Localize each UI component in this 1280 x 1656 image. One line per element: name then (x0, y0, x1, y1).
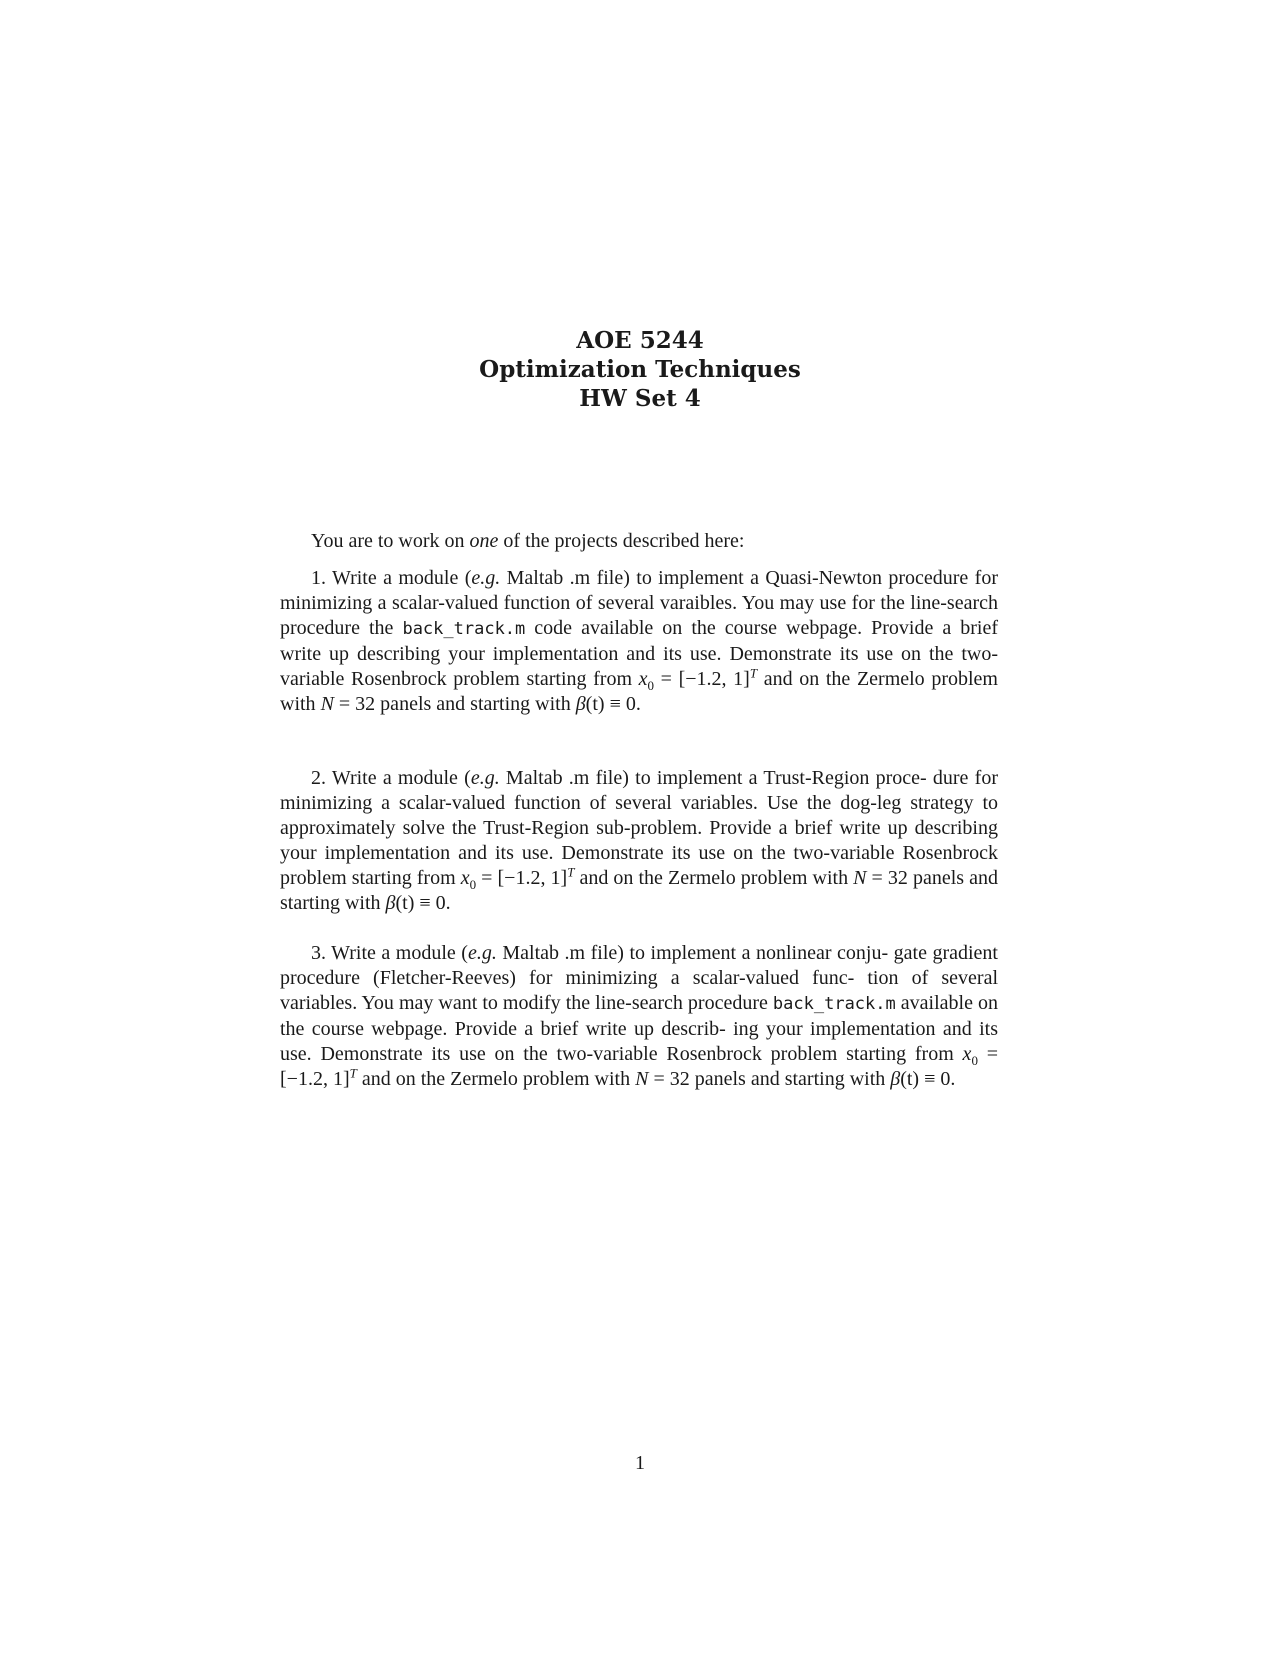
page-number: 1 (635, 1452, 645, 1474)
code-filename: back_track.m (402, 619, 526, 639)
project-number: 1. (311, 567, 326, 589)
course-title: Optimization Techniques (479, 356, 801, 383)
project-3: 3. Write a module (e.g. Maltab .m file) to implement a nonlinear conju- gate gradient procedure (Fletcher-Reeves) for minimizing a scalar-valued func- tion of several variables. You may want to modify the line-search procedure back_track.m available on the course webpage. Provide a brief write up describ- ing your implementation and its use. Demonstrate its use on the two-variable Rosenbrock problem starting from $x_0 = [-1.2$, 1]$^T$ and on the Zermelo problem with N = 32 panels and starting with β(t) ≡ 0. (280, 942, 998, 1090)
document-title (0, 326, 1280, 413)
assignment-title: HW Set 4 (579, 385, 701, 412)
code-filename: back_track.m (772, 994, 896, 1014)
project-number: 2. (311, 767, 326, 789)
course-code: AOE 5244 (576, 327, 704, 354)
project-1: 1. Write a module (e.g. Maltab .m file) to implement a Quasi-Newton procedure for minimizing a scalar-valued function of several varaibles. You may use for the line-search procedure the back_track.m code available on the course webpage. Provide a brief write up describing your implementation and its use. Demonstrate its use on the two-variable Rosenbrock problem starting from $x_0 = [-1.2$, 1]$^T$ and on the Zermelo problem with N = 32 panels and starting with β(t) ≡ 0. (280, 567, 999, 715)
project-2: 2. Write a module (e.g. Maltab .m file) to implement a Trust-Region proce- dure for minimizing a scalar-valued function of several variables. Use the dog-leg strategy to approximately solve the Trust-Region sub-problem. Provide a brief write up describing your implementation and its use. Demonstrate its use on the two-variable Rosenbrock problem starting from $x_0 = [-1.2$, 1]$^T$ and on the Zermelo problem with N = 32 panels and starting with β(t) ≡ 0. (280, 767, 998, 914)
intro-paragraph: You are to work on one of the projects described here: (311, 530, 745, 552)
emphasis: one (469, 530, 499, 552)
project-number: 3. (311, 942, 326, 964)
